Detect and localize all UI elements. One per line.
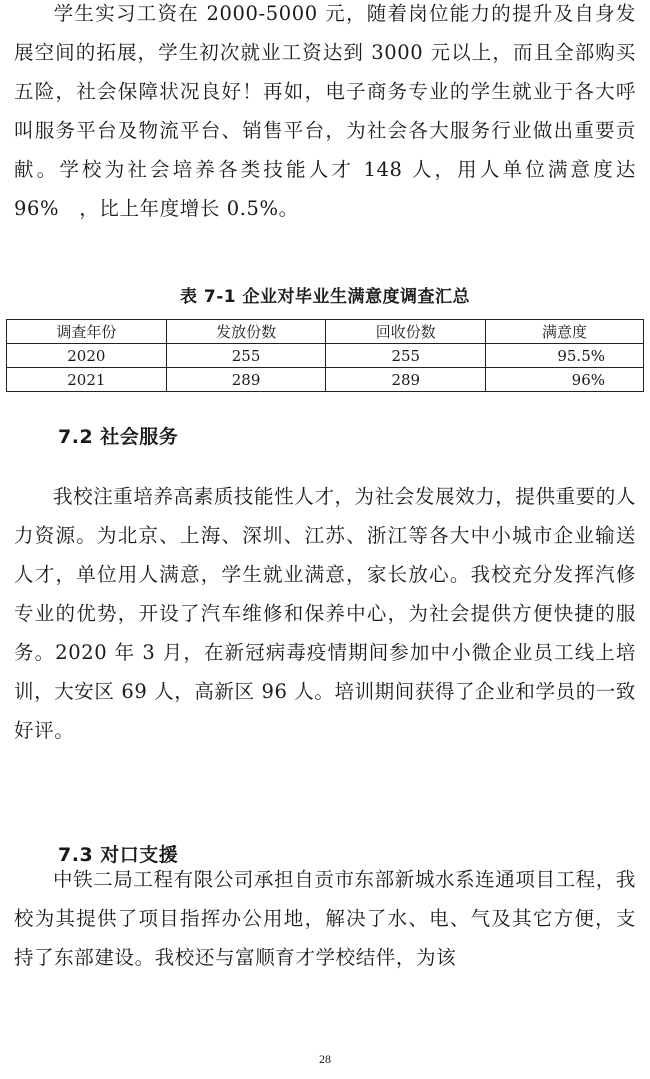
- cell-issued: 289: [166, 368, 326, 392]
- cell-year: 2020: [7, 344, 167, 368]
- section-heading-support: 7.3 对口支援: [58, 844, 179, 866]
- table-header-row: [7, 320, 644, 344]
- cell-returned: 289: [326, 368, 486, 392]
- cell-year: 2021: [7, 368, 167, 392]
- table-row: [7, 344, 644, 368]
- section-heading-social-service: 7.2 社会服务: [58, 426, 179, 448]
- paragraph-support: 中铁二局工程有限公司承担自贡市东部新城水系连通项目工程，我校为其提供了项目指挥办公用地，解决了水、电、气及其它方便，支持了东部建设。我校还与富顺育才学校结伴，为该: [14, 868, 636, 969]
- satisfaction-table: [6, 319, 644, 392]
- header-returned: 回收份数: [326, 320, 486, 344]
- header-satisfaction: 满意度: [486, 320, 644, 344]
- cell-satisfaction: 96%: [486, 368, 644, 392]
- paragraph-employment-text: 学生实习工资在 2000-5000 元，随着岗位能力的提升及自身发展空间的拓展，学生初次就业工资达到 3000 元以上，而且全部购买五险，社会保障状况良好！再如，电子商务专业的学生就业于各大呼叫服务平台及物流平台、销售平台，为社会各大服务行业做出重要贡献。学校为社会培养各类技能人才 148 人，用人单位满意度达 96% ，比上年度增长 0.5%。: [14, 2, 636, 220]
- cell-returned: 255: [326, 344, 486, 368]
- cell-issued: 255: [166, 344, 326, 368]
- table-caption: 表 7-1 企业对毕业生满意度调查汇总: [179, 287, 471, 307]
- header-issued: 发放份数: [166, 320, 326, 344]
- paragraph-social-service: 我校注重培养高素质技能性人才，为社会发展效力，提供重要的人力资源。为北京、上海、深圳、江苏、浙江等各大中小城市企业输送人才，单位用人满意，学生就业满意，家长放心。我校充分发挥汽修专业的优势，开设了汽车维修和保养中心，为社会提供方便快捷的服务。2020 年 3 月，在新冠病毒疫情期间参加中小微企业员工线上培训，大安区 69 人，高新区 96 人。培训期间获得了企业和学员的一致好评。: [14, 485, 636, 742]
- table-row: [7, 368, 644, 392]
- header-year: 调查年份: [7, 320, 167, 344]
- page-number: 28: [319, 1052, 331, 1066]
- cell-satisfaction: 95.5%: [486, 344, 644, 368]
- paragraph-employment: [14, 0, 636, 228]
